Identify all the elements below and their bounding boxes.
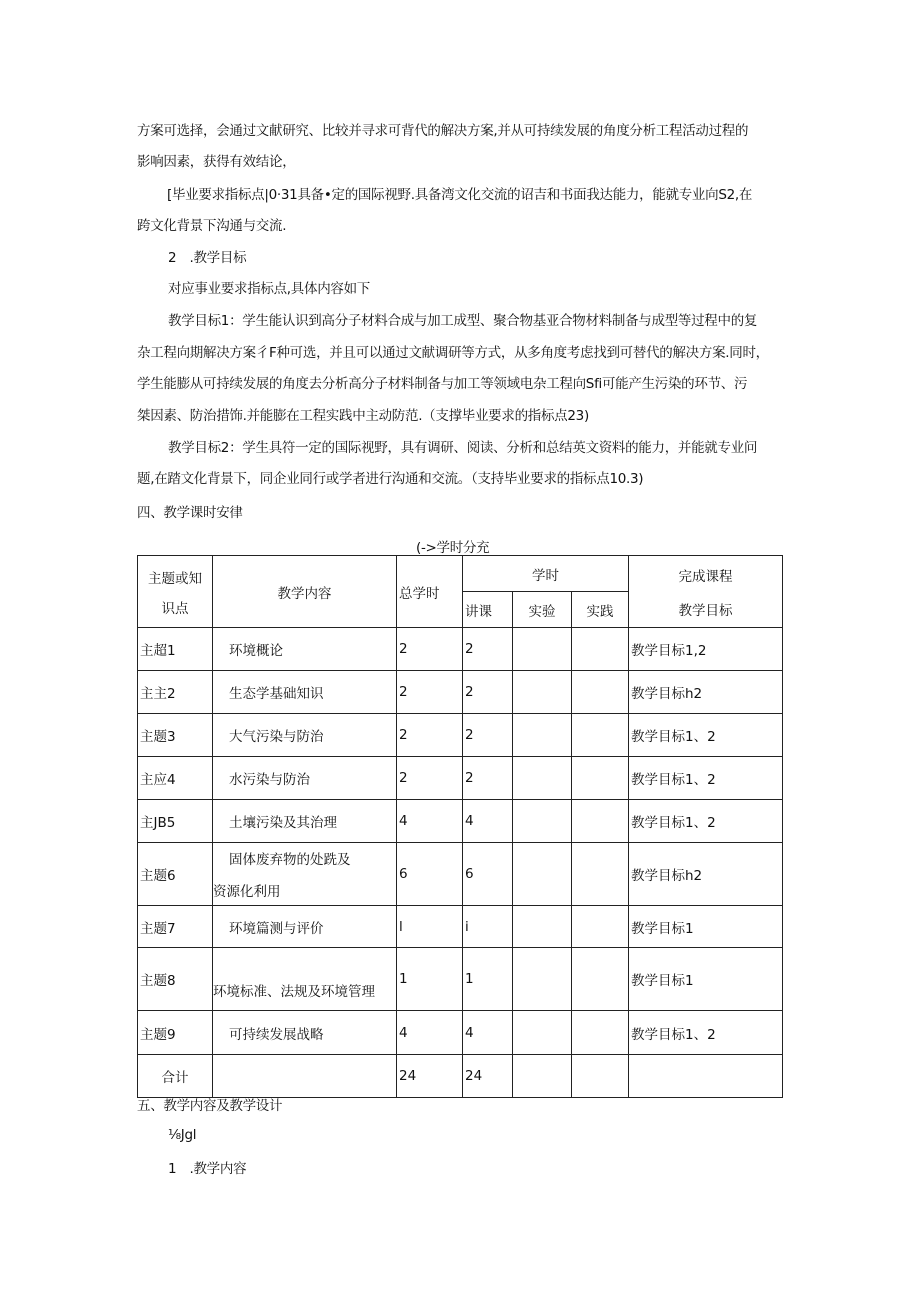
header-topic: 主题或知 识点 — [138, 556, 213, 628]
paragraph: 题,在踏文化背景下，同企业同行或学者进行沟通和交流。（支持毕业要求的指标点10.3) — [137, 471, 644, 487]
total-cell: l — [397, 906, 463, 948]
experiment-cell — [513, 906, 572, 948]
paragraph: 方案可选择，会通过文献研究、比较并寻求可背代的解决方案,并从可持续发展的角度分析工程活动过程的 — [137, 123, 749, 139]
content-cell — [213, 1055, 397, 1098]
paragraph: 影响因素，获得有效结论， — [137, 154, 296, 170]
lecture-cell: 4 — [463, 1011, 513, 1055]
content-cell: 环境标准、法规及环境管理 — [213, 948, 397, 1011]
experiment-cell — [513, 714, 572, 757]
header-practice: 实践 — [572, 592, 629, 628]
schedule-table — [137, 555, 783, 1098]
table-row — [138, 800, 783, 843]
experiment-cell — [513, 628, 572, 671]
lecture-cell: 4 — [463, 800, 513, 843]
topic-cell: 主题9 — [138, 1011, 213, 1055]
header-total: 总学时 — [397, 556, 463, 628]
section-heading: 1 .教学内容 — [168, 1161, 247, 1177]
content-cell: 生态学基础知识 — [213, 671, 397, 714]
content-cell: 水污染与防治 — [213, 757, 397, 800]
paragraph: ⅛Jgl — [168, 1127, 197, 1143]
goal-cell: 教学目标1、2 — [629, 1011, 783, 1055]
header-hours: 学时 — [463, 556, 629, 592]
table-row — [138, 843, 783, 906]
topic-cell: 合计 — [138, 1055, 213, 1098]
topic-cell: 主题7 — [138, 906, 213, 948]
experiment-cell — [513, 671, 572, 714]
lecture-cell: 2 — [463, 714, 513, 757]
lecture-cell: 24 — [463, 1055, 513, 1098]
lecture-cell: 2 — [463, 671, 513, 714]
topic-cell: 主题3 — [138, 714, 213, 757]
goal-cell: 教学目标1、2 — [629, 800, 783, 843]
experiment-cell — [513, 948, 572, 1011]
total-cell: 1 — [397, 948, 463, 1011]
total-cell: 24 — [397, 1055, 463, 1098]
table-row — [138, 714, 783, 757]
topic-cell: 主题6 — [138, 843, 213, 906]
header-content: 教学内容 — [213, 556, 397, 628]
practice-cell — [572, 671, 629, 714]
goal-cell: 教学目标1,2 — [629, 628, 783, 671]
paragraph: 教学目标2：学生具符一定的国际视野，具有调研、阅读、分析和总结英文资料的能力，并能就专业问 — [168, 440, 758, 456]
total-cell: 2 — [397, 628, 463, 671]
total-cell: 4 — [397, 1011, 463, 1055]
topic-cell: 主超1 — [138, 628, 213, 671]
table-row — [138, 671, 783, 714]
table-row — [138, 1011, 783, 1055]
paragraph: 对应事业要求指标点,具体内容如下 — [168, 281, 370, 297]
section-heading: 2 .教学目标 — [168, 250, 247, 266]
practice-cell — [572, 714, 629, 757]
content-cell: 固体废弃物的处跣及 资源化利用 — [213, 843, 397, 906]
practice-cell — [572, 1011, 629, 1055]
lecture-cell: 2 — [463, 628, 513, 671]
topic-cell: 主题8 — [138, 948, 213, 1011]
topic-cell: 主主2 — [138, 671, 213, 714]
header-lecture: 讲课 — [463, 592, 513, 628]
goal-cell: 教学目标1、2 — [629, 757, 783, 800]
topic-cell: 主JB5 — [138, 800, 213, 843]
total-cell: 2 — [397, 671, 463, 714]
practice-cell — [572, 948, 629, 1011]
practice-cell — [572, 800, 629, 843]
paragraph: 跨文化背景下沟通与交流. — [137, 218, 287, 234]
total-cell: 6 — [397, 843, 463, 906]
content-cell: 环境篇测与评价 — [213, 906, 397, 948]
content-cell: 可持续发展战略 — [213, 1011, 397, 1055]
section-heading: 四、教学课时安律 — [137, 505, 243, 521]
table-row — [138, 1055, 783, 1098]
experiment-cell — [513, 1055, 572, 1098]
paragraph: 桀因素、防治措饰.并能膨在工程实践中主动防范.（支撑毕业要求的指标点23) — [137, 408, 589, 424]
header-goal: 完成课程 教学目标 — [629, 556, 783, 628]
topic-cell: 主应4 — [138, 757, 213, 800]
practice-cell — [572, 757, 629, 800]
goal-cell: 教学目标1 — [629, 906, 783, 948]
experiment-cell — [513, 1011, 572, 1055]
content-cell: 土壤污染及其治理 — [213, 800, 397, 843]
header-experiment: 实验 — [513, 592, 572, 628]
table-row — [138, 628, 783, 671]
practice-cell — [572, 906, 629, 948]
goal-cell: 教学目标h2 — [629, 671, 783, 714]
paragraph: 教学目标1：学生能认识到高分子材料合成与加工成型、聚合物基亚合物材料制备与成型等过程中的复 — [168, 313, 758, 329]
experiment-cell — [513, 757, 572, 800]
lecture-cell: 6 — [463, 843, 513, 906]
goal-cell: 教学目标1 — [629, 948, 783, 1011]
goal-cell: 教学目标h2 — [629, 843, 783, 906]
practice-cell — [572, 843, 629, 906]
paragraph: [毕业要求指标点|0·31具备•定的国际视野.具备湾文化交流的诏吉和书面我达能力，能就专业向S2,在 — [167, 187, 753, 203]
content-cell: 环境概论 — [213, 628, 397, 671]
total-cell: 4 — [397, 800, 463, 843]
total-cell: 2 — [397, 757, 463, 800]
total-cell: 2 — [397, 714, 463, 757]
content-cell: 大气污染与防治 — [213, 714, 397, 757]
goal-cell: 教学目标1、2 — [629, 714, 783, 757]
section-heading: 五、教学内容及教学设计 — [137, 1098, 283, 1114]
table-caption: (->学时分充 — [416, 540, 490, 556]
lecture-cell: i — [463, 906, 513, 948]
goal-cell — [629, 1055, 783, 1098]
lecture-cell: 2 — [463, 757, 513, 800]
experiment-cell — [513, 843, 572, 906]
experiment-cell — [513, 800, 572, 843]
table-row — [138, 757, 783, 800]
practice-cell — [572, 628, 629, 671]
table-row — [138, 906, 783, 948]
paragraph: 杂工程向期解决方案彳F种可选，并且可以通过文献调研等方式，从多角度考虑找到可替代的解决方案.同时， — [137, 345, 769, 361]
lecture-cell: 1 — [463, 948, 513, 1011]
table-row — [138, 948, 783, 1011]
practice-cell — [572, 1055, 629, 1098]
paragraph: 学生能膨从可持续发展的角度去分析高分子材料制备与加工等领域电杂工程向Sfi可能产生污染的环节、污 — [137, 376, 748, 392]
